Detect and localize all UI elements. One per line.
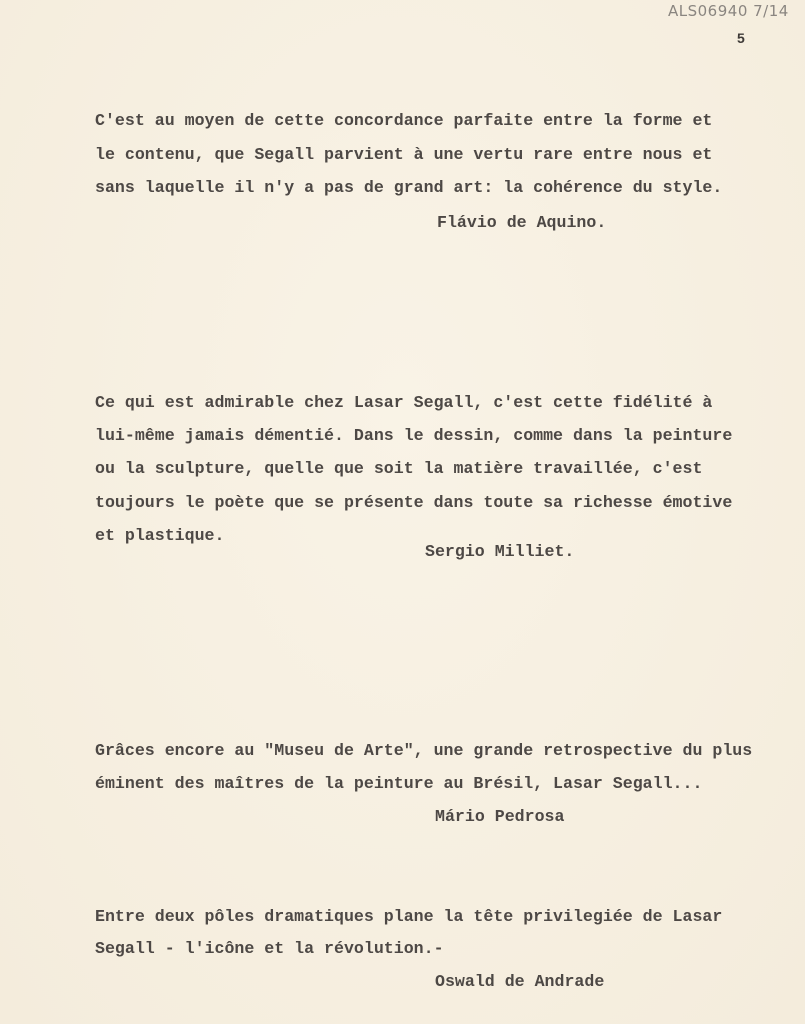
quote-author: Oswald de Andrade <box>435 972 605 991</box>
quote-line: ou la sculpture, quelle que soit la matière travaillée, c'est <box>95 459 703 478</box>
quote-line: toujours le poète que se présente dans toute sa richesse émotive <box>95 493 733 512</box>
quote-author: Mário Pedrosa <box>435 807 565 826</box>
quote-author: Sergio Milliet. <box>425 542 575 561</box>
quote-line: éminent des maîtres de la peinture au Brésil, Lasar Segall... <box>95 774 703 793</box>
page-number: 5 <box>737 30 745 46</box>
quote-line: lui-même jamais démentié. Dans le dessin, comme dans la peinture <box>95 426 733 445</box>
quote-line: et plastique. <box>95 526 225 545</box>
quote-line: Grâces encore au "Museu de Arte", une grande retrospective du plus <box>95 741 753 760</box>
quote-line: C'est au moyen de cette concordance parfaite entre la forme et <box>95 111 713 130</box>
quote-line: sans laquelle il n'y a pas de grand art: la cohérence du style. <box>95 178 723 197</box>
quote-line: Entre deux pôles dramatiques plane la tête privilegiée de Lasar <box>95 907 723 926</box>
quote-author: Flávio de Aquino. <box>437 213 607 232</box>
quote-line: Segall - l'icône et la révolution.- <box>95 939 444 958</box>
quote-line: Ce qui est admirable chez Lasar Segall, c'est cette fidélité à <box>95 393 713 412</box>
quote-line: le contenu, que Segall parvient à une vertu rare entre nous et <box>95 145 713 164</box>
archive-reference: ALS06940 7/14 <box>668 2 789 20</box>
